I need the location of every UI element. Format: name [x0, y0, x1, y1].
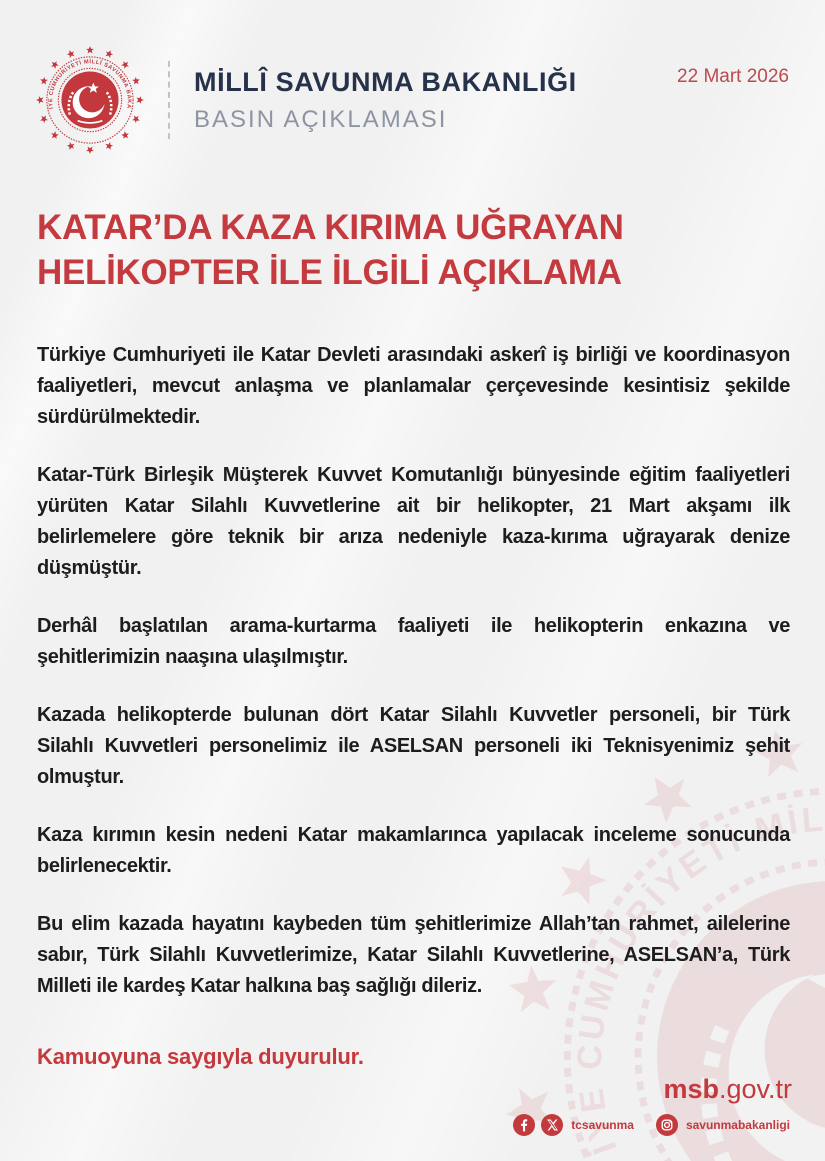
website-url	[663, 1074, 792, 1105]
x-icon	[541, 1114, 563, 1136]
body-paragraph: Türkiye Cumhuriyeti ile Katar Devleti arasındaki askerî iş birliği ve koordinasyon faaliyetleri, mevcut anlaşma ve planlamalar çerçevesinde kesintisiz şekilde sürdürülmektedir.	[37, 343, 790, 428]
header	[0, 0, 825, 156]
ministry-emblem-logo	[34, 44, 146, 156]
ministry-name: MİLLÎ SAVUNMA BAKANLIĞI	[194, 66, 577, 97]
facebook-icon	[513, 1114, 535, 1136]
release-date: 22 Mart 2026	[677, 66, 789, 87]
instagram-icon	[656, 1114, 678, 1136]
press-release-label: BASIN AÇIKLAMASI	[194, 105, 448, 133]
press-release-body	[37, 206, 790, 1070]
body-paragraph: Bu elim kazada hayatını kaybeden tüm şehitlerimize Allah’tan rahmet, ailelerine sabır, Türk Silahlı Kuvvetlerimize, Katar Silahlı Kuvvetlerine, ASELSAN’a, Türk Milleti ile kardeş Katar halkına baş sağlığı dileriz.	[37, 912, 790, 997]
social-media-row	[513, 1114, 792, 1136]
twitter-facebook-handle: tcsavunma	[571, 1118, 634, 1132]
website-url-rest: .gov.tr	[718, 1074, 792, 1104]
header-titles	[194, 67, 577, 134]
header-divider	[168, 61, 170, 139]
website-url-bold: msb	[663, 1074, 719, 1104]
body-paragraph: Kazada helikopterde bulunan dört Katar Silahlı Kuvvetler personeli, bir Türk Silahlı Kuvvetleri personelimiz ile ASELSAN personeli iki Teknisyenimiz şehit olmuştur.	[37, 703, 790, 788]
instagram-handle: savunmabakanligi	[685, 1118, 790, 1132]
body-paragraph: Kaza kırımın kesin nedeni Katar makamlarınca yapılacak inceleme sonucunda belirlenecektir.	[37, 823, 790, 877]
headline: KATAR’DA KAZA KIRIMA UĞRAYAN HELİKOPTER İLE İLGİLİ AÇIKLAMA	[37, 208, 624, 292]
closing-line: Kamuoyuna saygıyla duyurulur.	[37, 1043, 364, 1069]
body-paragraph: Derhâl başlatılan arama-kurtarma faaliyeti ile helikopterin enkazına ve şehitlerimizin naaşına ulaşılmıştır.	[37, 614, 790, 668]
body-paragraph: Katar-Türk Birleşik Müşterek Kuvvet Komutanlığı bünyesinde eğitim faaliyetleri yürüten Katar Silahlı Kuvvetlerine ait bir helikopter, 21 Mart akşamı ilk belirlemelere göre teknik bir arıza nedeniyle kaza-kırıma uğrayarak denize düşmüştür.	[37, 463, 790, 579]
